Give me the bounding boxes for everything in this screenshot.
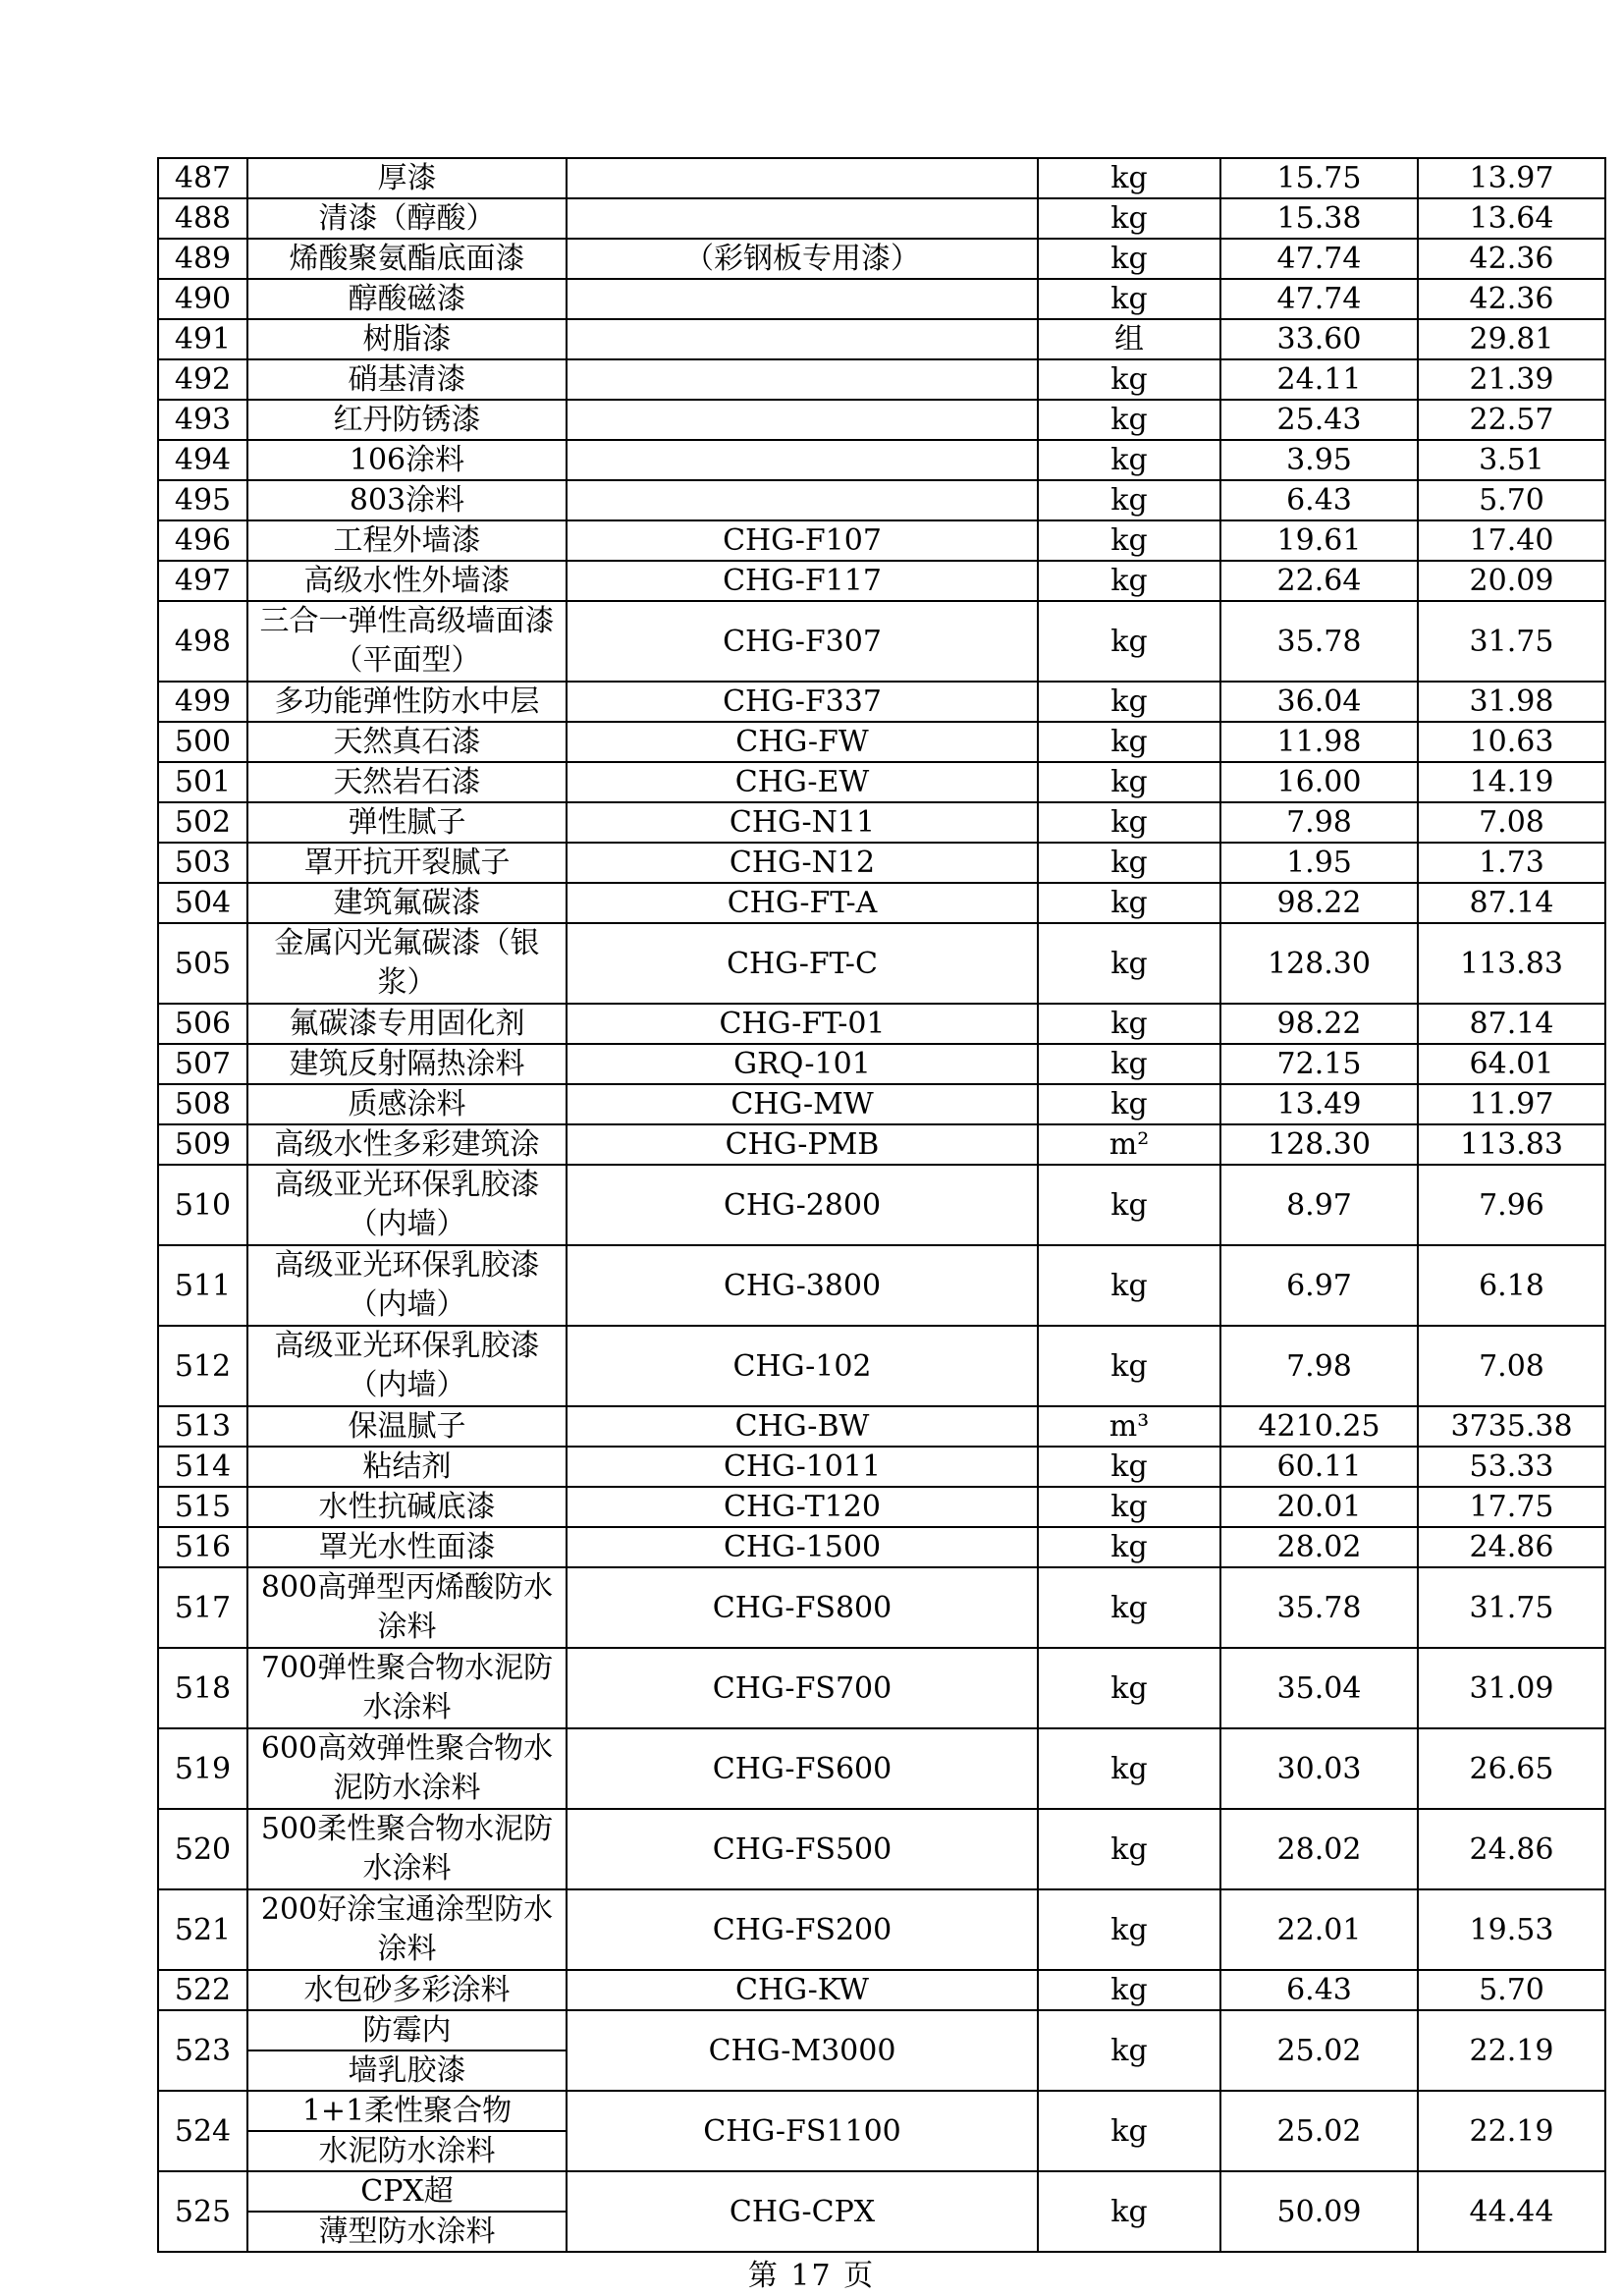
item-price-tax-cell: 22.19	[1418, 2091, 1605, 2171]
item-price-tax-cell: 5.70	[1418, 1970, 1605, 2010]
item-price-tax-cell: 5.70	[1418, 480, 1605, 520]
item-price-cell: 22.64	[1220, 561, 1418, 601]
table-row	[158, 923, 1605, 1004]
table-row	[158, 1648, 1605, 1728]
item-price-tax-cell: 31.98	[1418, 682, 1605, 722]
item-price-cell: 36.04	[1220, 682, 1418, 722]
item-number-cell: 506	[158, 1004, 247, 1044]
item-unit-cell: kg	[1038, 1326, 1220, 1406]
item-price-tax-cell: 24.86	[1418, 1527, 1605, 1567]
item-number-cell: 512	[158, 1326, 247, 1406]
item-name-line-1: 防霉内	[248, 2011, 566, 2051]
item-price-cell: 128.30	[1220, 923, 1418, 1004]
item-unit-cell: kg	[1038, 601, 1220, 682]
table-row	[158, 883, 1605, 923]
item-name-cell: 多功能弹性防水中层	[247, 682, 567, 722]
item-number-cell: 511	[158, 1245, 247, 1326]
item-price-cell: 28.02	[1220, 1527, 1418, 1567]
item-spec-cell: CHG-FW	[567, 722, 1038, 762]
item-unit-cell: kg	[1038, 1527, 1220, 1567]
item-name-cell: 保温腻子	[247, 1406, 567, 1447]
table-row	[158, 2091, 1605, 2171]
item-name-line-1: 1+1柔性聚合物	[248, 2092, 566, 2132]
item-price-cell: 35.78	[1220, 601, 1418, 682]
item-number-cell: 516	[158, 1527, 247, 1567]
item-name-cell: 氟碳漆专用固化剂	[247, 1004, 567, 1044]
item-unit-cell: kg	[1038, 158, 1220, 198]
item-spec-cell: CHG-FS200	[567, 1889, 1038, 1970]
item-name-cell: 天然岩石漆	[247, 762, 567, 802]
item-spec-cell: CHG-T120	[567, 1487, 1038, 1527]
table-row	[158, 1527, 1605, 1567]
item-number-cell: 488	[158, 198, 247, 239]
item-number-cell: 491	[158, 319, 247, 359]
item-number-cell: 495	[158, 480, 247, 520]
item-number-cell: 487	[158, 158, 247, 198]
item-number-cell: 520	[158, 1809, 247, 1889]
item-price-tax-cell: 22.57	[1418, 400, 1605, 440]
item-spec-cell: CHG-3800	[567, 1245, 1038, 1326]
item-spec-cell: CHG-FS500	[567, 1809, 1038, 1889]
item-number-cell: 497	[158, 561, 247, 601]
item-number-cell: 507	[158, 1044, 247, 1084]
item-price-cell: 15.75	[1220, 158, 1418, 198]
item-unit-cell: kg	[1038, 682, 1220, 722]
item-name-cell: 水包砂多彩涂料	[247, 1970, 567, 2010]
item-number-cell: 500	[158, 722, 247, 762]
item-unit-cell: kg	[1038, 1648, 1220, 1728]
table-row	[158, 1889, 1605, 1970]
item-spec-cell	[567, 359, 1038, 400]
item-spec-cell: CHG-FT-C	[567, 923, 1038, 1004]
item-price-cell: 50.09	[1220, 2171, 1418, 2252]
table-row	[158, 2171, 1605, 2252]
item-number-cell: 493	[158, 400, 247, 440]
item-spec-cell: CHG-1500	[567, 1527, 1038, 1567]
item-name-cell: 金属闪光氟碳漆（银浆）	[247, 923, 567, 1004]
item-unit-cell: kg	[1038, 561, 1220, 601]
item-name-cell: 106涂料	[247, 440, 567, 480]
item-unit-cell: kg	[1038, 239, 1220, 279]
item-price-cell: 24.11	[1220, 359, 1418, 400]
item-price-cell: 13.49	[1220, 1084, 1418, 1124]
item-spec-cell	[567, 198, 1038, 239]
item-name-cell: 弹性腻子	[247, 802, 567, 843]
item-unit-cell: kg	[1038, 1044, 1220, 1084]
item-unit-cell: kg	[1038, 1567, 1220, 1648]
item-number-cell: 490	[158, 279, 247, 319]
table-row	[158, 1487, 1605, 1527]
item-name-cell: 罩开抗开裂腻子	[247, 843, 567, 883]
item-number-cell: 503	[158, 843, 247, 883]
item-unit-cell: kg	[1038, 400, 1220, 440]
item-price-tax-cell: 3735.38	[1418, 1406, 1605, 1447]
item-price-cell: 98.22	[1220, 1004, 1418, 1044]
item-price-cell: 47.74	[1220, 239, 1418, 279]
item-price-cell: 47.74	[1220, 279, 1418, 319]
item-unit-cell: kg	[1038, 1004, 1220, 1044]
item-name-cell	[247, 2171, 567, 2252]
page-number: 第 17 页	[747, 2259, 876, 2293]
item-name-cell: 天然真石漆	[247, 722, 567, 762]
item-unit-cell: kg	[1038, 2010, 1220, 2091]
item-name-line-2: 薄型防水涂料	[318, 2214, 496, 2249]
item-price-tax-cell: 1.73	[1418, 843, 1605, 883]
item-price-tax-cell: 13.64	[1418, 198, 1605, 239]
item-price-cell: 33.60	[1220, 319, 1418, 359]
table-row	[158, 682, 1605, 722]
item-number-cell: 522	[158, 1970, 247, 2010]
item-name-cell: 醇酸磁漆	[247, 279, 567, 319]
item-name-cell: 烯酸聚氨酯底面漆	[247, 239, 567, 279]
item-price-cell: 60.11	[1220, 1447, 1418, 1487]
item-price-tax-cell: 13.97	[1418, 158, 1605, 198]
item-unit-cell: kg	[1038, 843, 1220, 883]
item-name-cell: 803涂料	[247, 480, 567, 520]
table-row	[158, 802, 1605, 843]
item-spec-cell: CHG-CPX	[567, 2171, 1038, 2252]
table-row	[158, 440, 1605, 480]
item-price-cell: 16.00	[1220, 762, 1418, 802]
item-name-cell: 水性抗碱底漆	[247, 1487, 567, 1527]
item-name-cell: 硝基清漆	[247, 359, 567, 400]
item-name-cell: 500柔性聚合物水泥防水涂料	[247, 1809, 567, 1889]
item-spec-cell: CHG-MW	[567, 1084, 1038, 1124]
item-number-cell: 518	[158, 1648, 247, 1728]
item-price-tax-cell: 87.14	[1418, 883, 1605, 923]
item-number-cell: 501	[158, 762, 247, 802]
item-name-line-1: CPX超	[248, 2172, 566, 2213]
item-unit-cell: kg	[1038, 923, 1220, 1004]
item-price-tax-cell: 113.83	[1418, 1124, 1605, 1165]
item-price-cell: 6.97	[1220, 1245, 1418, 1326]
price-table	[157, 157, 1606, 2253]
item-number-cell: 510	[158, 1165, 247, 1245]
item-name-cell: 清漆（醇酸）	[247, 198, 567, 239]
item-number-cell: 514	[158, 1447, 247, 1487]
item-name-cell: 红丹防锈漆	[247, 400, 567, 440]
item-unit-cell: kg	[1038, 198, 1220, 239]
table-row	[158, 2010, 1605, 2091]
item-unit-cell: kg	[1038, 1970, 1220, 2010]
table-row	[158, 1970, 1605, 2010]
item-price-cell: 98.22	[1220, 883, 1418, 923]
item-price-tax-cell: 7.08	[1418, 802, 1605, 843]
item-price-cell: 22.01	[1220, 1889, 1418, 1970]
item-name-cell: 粘结剂	[247, 1447, 567, 1487]
item-price-cell: 7.98	[1220, 1326, 1418, 1406]
table-row	[158, 1447, 1605, 1487]
item-number-cell: 508	[158, 1084, 247, 1124]
item-price-tax-cell: 31.75	[1418, 601, 1605, 682]
table-row	[158, 400, 1605, 440]
item-name-cell: 工程外墙漆	[247, 520, 567, 561]
table-row	[158, 1124, 1605, 1165]
item-price-tax-cell: 21.39	[1418, 359, 1605, 400]
item-unit-cell: 组	[1038, 319, 1220, 359]
item-name-cell: 高级亚光环保乳胶漆（内墙）	[247, 1245, 567, 1326]
item-price-tax-cell: 113.83	[1418, 923, 1605, 1004]
item-price-tax-cell: 7.96	[1418, 1165, 1605, 1245]
item-number-cell: 498	[158, 601, 247, 682]
item-price-tax-cell: 42.36	[1418, 279, 1605, 319]
item-number-cell: 509	[158, 1124, 247, 1165]
item-spec-cell: CHG-BW	[567, 1406, 1038, 1447]
table-row	[158, 1728, 1605, 1809]
table-row	[158, 1406, 1605, 1447]
item-number-cell: 523	[158, 2010, 247, 2091]
item-spec-cell	[567, 279, 1038, 319]
item-number-cell: 494	[158, 440, 247, 480]
item-spec-cell: CHG-FS600	[567, 1728, 1038, 1809]
item-unit-cell: kg	[1038, 802, 1220, 843]
table-row	[158, 1567, 1605, 1648]
table-row	[158, 1245, 1605, 1326]
table-row	[158, 279, 1605, 319]
table-row	[158, 762, 1605, 802]
item-name-cell: 800高弹型丙烯酸防水涂料	[247, 1567, 567, 1648]
item-price-tax-cell: 42.36	[1418, 239, 1605, 279]
item-price-cell: 25.02	[1220, 2091, 1418, 2171]
item-price-tax-cell: 31.75	[1418, 1567, 1605, 1648]
item-spec-cell	[567, 400, 1038, 440]
item-spec-cell: CHG-F337	[567, 682, 1038, 722]
item-spec-cell: GRQ-101	[567, 1044, 1038, 1084]
item-name-cell: 高级水性外墙漆	[247, 561, 567, 601]
item-price-cell: 19.61	[1220, 520, 1418, 561]
item-number-cell: 515	[158, 1487, 247, 1527]
item-unit-cell: kg	[1038, 520, 1220, 561]
item-price-cell: 20.01	[1220, 1487, 1418, 1527]
item-unit-cell: kg	[1038, 279, 1220, 319]
table-row	[158, 239, 1605, 279]
item-name-cell: 高级亚光环保乳胶漆（内墙）	[247, 1326, 567, 1406]
item-unit-cell: kg	[1038, 440, 1220, 480]
item-unit-cell: kg	[1038, 1809, 1220, 1889]
item-name-cell: 罩光水性面漆	[247, 1527, 567, 1567]
item-unit-cell: kg	[1038, 1084, 1220, 1124]
item-name-cell: 树脂漆	[247, 319, 567, 359]
item-name-cell: 600高效弹性聚合物水泥防水涂料	[247, 1728, 567, 1809]
item-price-tax-cell: 29.81	[1418, 319, 1605, 359]
item-unit-cell: kg	[1038, 762, 1220, 802]
item-name-cell	[247, 2091, 567, 2171]
item-price-tax-cell: 14.19	[1418, 762, 1605, 802]
item-price-tax-cell: 87.14	[1418, 1004, 1605, 1044]
item-spec-cell: CHG-M3000	[567, 2010, 1038, 2091]
item-spec-cell	[567, 158, 1038, 198]
item-price-cell: 6.43	[1220, 1970, 1418, 2010]
table-row	[158, 520, 1605, 561]
item-price-tax-cell: 3.51	[1418, 440, 1605, 480]
item-name-cell	[247, 2010, 567, 2091]
price-table-body	[158, 158, 1605, 2252]
item-price-tax-cell: 64.01	[1418, 1044, 1605, 1084]
item-name-line-2: 墙乳胶漆	[348, 2053, 466, 2088]
table-row	[158, 158, 1605, 198]
item-number-cell: 492	[158, 359, 247, 400]
item-name-line-2: 水泥防水涂料	[318, 2134, 496, 2168]
item-price-tax-cell: 17.75	[1418, 1487, 1605, 1527]
table-row	[158, 198, 1605, 239]
table-row	[158, 1004, 1605, 1044]
item-spec-cell: CHG-N11	[567, 802, 1038, 843]
item-spec-cell: CHG-F307	[567, 601, 1038, 682]
item-spec-cell: CHG-KW	[567, 1970, 1038, 2010]
item-spec-cell: CHG-2800	[567, 1165, 1038, 1245]
item-price-tax-cell: 31.09	[1418, 1648, 1605, 1728]
item-price-tax-cell: 10.63	[1418, 722, 1605, 762]
item-spec-cell: CHG-FT-01	[567, 1004, 1038, 1044]
item-number-cell: 499	[158, 682, 247, 722]
item-price-tax-cell: 24.86	[1418, 1809, 1605, 1889]
item-price-cell: 6.43	[1220, 480, 1418, 520]
item-price-tax-cell: 26.65	[1418, 1728, 1605, 1809]
item-price-cell: 25.43	[1220, 400, 1418, 440]
item-unit-cell: kg	[1038, 2171, 1220, 2252]
item-unit-cell: kg	[1038, 722, 1220, 762]
item-unit-cell: kg	[1038, 1447, 1220, 1487]
item-name-cell: 700弹性聚合物水泥防水涂料	[247, 1648, 567, 1728]
item-number-cell: 502	[158, 802, 247, 843]
item-number-cell: 521	[158, 1889, 247, 1970]
item-unit-cell: kg	[1038, 883, 1220, 923]
item-price-tax-cell: 19.53	[1418, 1889, 1605, 1970]
item-price-tax-cell: 22.19	[1418, 2010, 1605, 2091]
item-spec-cell: CHG-FS800	[567, 1567, 1038, 1648]
table-row	[158, 561, 1605, 601]
item-price-tax-cell: 6.18	[1418, 1245, 1605, 1326]
table-row	[158, 480, 1605, 520]
item-unit-cell: kg	[1038, 1165, 1220, 1245]
item-price-cell: 11.98	[1220, 722, 1418, 762]
item-spec-cell: CHG-PMB	[567, 1124, 1038, 1165]
item-unit-cell: kg	[1038, 1728, 1220, 1809]
item-price-tax-cell: 11.97	[1418, 1084, 1605, 1124]
item-name-cell: 质感涂料	[247, 1084, 567, 1124]
item-unit-cell: m²	[1038, 1124, 1220, 1165]
item-number-cell: 525	[158, 2171, 247, 2252]
item-name-cell: 高级亚光环保乳胶漆（内墙）	[247, 1165, 567, 1245]
item-number-cell: 519	[158, 1728, 247, 1809]
item-name-cell: 建筑反射隔热涂料	[247, 1044, 567, 1084]
item-unit-cell: kg	[1038, 1889, 1220, 1970]
item-name-cell: 200好涂宝通涂型防水涂料	[247, 1889, 567, 1970]
table-row	[158, 1044, 1605, 1084]
item-price-tax-cell: 20.09	[1418, 561, 1605, 601]
item-number-cell: 504	[158, 883, 247, 923]
item-name-cell: 高级水性多彩建筑涂	[247, 1124, 567, 1165]
item-price-tax-cell: 7.08	[1418, 1326, 1605, 1406]
item-spec-cell: CHG-102	[567, 1326, 1038, 1406]
item-price-cell: 35.78	[1220, 1567, 1418, 1648]
item-spec-cell: CHG-F107	[567, 520, 1038, 561]
item-price-cell: 7.98	[1220, 802, 1418, 843]
item-price-cell: 30.03	[1220, 1728, 1418, 1809]
item-unit-cell: m³	[1038, 1406, 1220, 1447]
item-unit-cell: kg	[1038, 480, 1220, 520]
item-price-cell: 35.04	[1220, 1648, 1418, 1728]
item-number-cell: 489	[158, 239, 247, 279]
item-spec-cell	[567, 440, 1038, 480]
item-price-cell: 25.02	[1220, 2010, 1418, 2091]
item-spec-cell: CHG-EW	[567, 762, 1038, 802]
table-row	[158, 359, 1605, 400]
table-row	[158, 319, 1605, 359]
item-price-cell: 3.95	[1220, 440, 1418, 480]
item-number-cell: 513	[158, 1406, 247, 1447]
item-price-cell: 4210.25	[1220, 1406, 1418, 1447]
table-row	[158, 1084, 1605, 1124]
table-row	[158, 1165, 1605, 1245]
item-spec-cell: （彩钢板专用漆）	[567, 239, 1038, 279]
item-number-cell: 524	[158, 2091, 247, 2171]
item-price-tax-cell: 53.33	[1418, 1447, 1605, 1487]
item-unit-cell: kg	[1038, 1245, 1220, 1326]
item-price-cell: 72.15	[1220, 1044, 1418, 1084]
item-unit-cell: kg	[1038, 359, 1220, 400]
item-unit-cell: kg	[1038, 1487, 1220, 1527]
item-spec-cell: CHG-FS1100	[567, 2091, 1038, 2171]
item-price-cell: 1.95	[1220, 843, 1418, 883]
table-row	[158, 722, 1605, 762]
item-spec-cell	[567, 319, 1038, 359]
item-spec-cell: CHG-FT-A	[567, 883, 1038, 923]
item-price-cell: 28.02	[1220, 1809, 1418, 1889]
item-spec-cell: CHG-N12	[567, 843, 1038, 883]
item-spec-cell: CHG-FS700	[567, 1648, 1038, 1728]
item-number-cell: 517	[158, 1567, 247, 1648]
item-spec-cell: CHG-F117	[567, 561, 1038, 601]
item-price-tax-cell: 44.44	[1418, 2171, 1605, 2252]
item-price-cell: 128.30	[1220, 1124, 1418, 1165]
table-row	[158, 1809, 1605, 1889]
table-row	[158, 601, 1605, 682]
item-spec-cell	[567, 480, 1038, 520]
item-number-cell: 496	[158, 520, 247, 561]
table-row	[158, 1326, 1605, 1406]
item-price-cell: 15.38	[1220, 198, 1418, 239]
item-number-cell: 505	[158, 923, 247, 1004]
item-name-cell: 三合一弹性高级墙面漆（平面型）	[247, 601, 567, 682]
item-spec-cell: CHG-1011	[567, 1447, 1038, 1487]
item-price-cell: 8.97	[1220, 1165, 1418, 1245]
item-unit-cell: kg	[1038, 2091, 1220, 2171]
item-name-cell: 厚漆	[247, 158, 567, 198]
table-row	[158, 843, 1605, 883]
item-name-cell: 建筑氟碳漆	[247, 883, 567, 923]
item-price-tax-cell: 17.40	[1418, 520, 1605, 561]
